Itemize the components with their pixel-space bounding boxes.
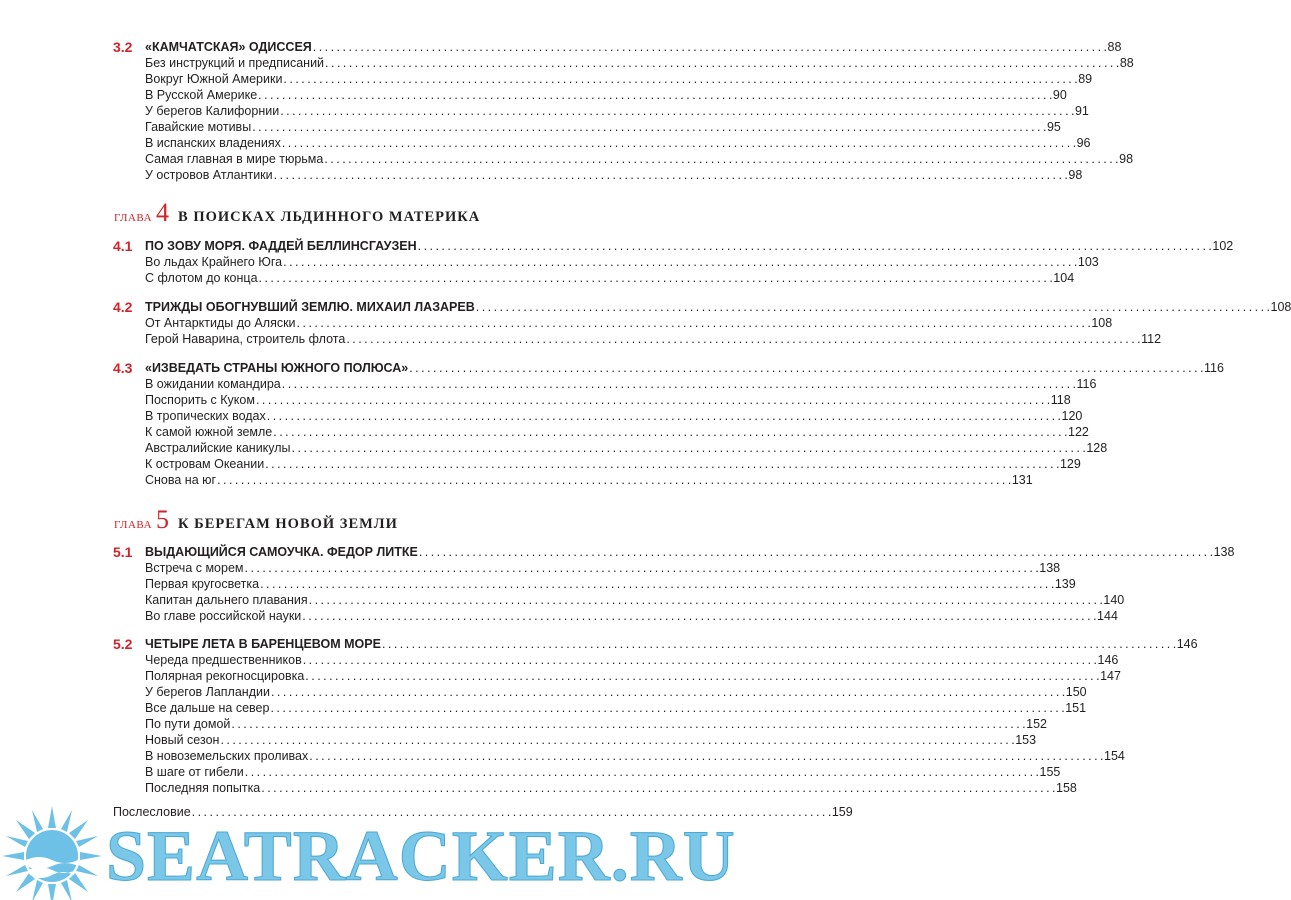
section-number: 4.2 bbox=[113, 299, 133, 315]
section-number: 5.2 bbox=[113, 636, 133, 652]
toc-entry[interactable] bbox=[145, 72, 1093, 87]
page-number: 139 bbox=[1054, 577, 1076, 591]
page-number: 88 bbox=[1119, 56, 1134, 70]
toc-entry[interactable] bbox=[145, 361, 1224, 376]
page-number: 128 bbox=[1086, 441, 1108, 455]
page-number: 116 bbox=[1076, 377, 1097, 391]
entry-title: К островам Океании bbox=[145, 457, 265, 471]
watermark-text: SEATRACKER.RU bbox=[106, 816, 736, 896]
entry-title: Герой Наварина, строитель флота bbox=[145, 332, 346, 346]
section-number: 4.3 bbox=[113, 360, 133, 376]
entry-title: Снова на юг bbox=[145, 473, 217, 487]
page-number: 129 bbox=[1059, 457, 1081, 471]
page-number: 88 bbox=[1107, 40, 1122, 54]
page-number: 153 bbox=[1015, 733, 1037, 747]
page-number: 108 bbox=[1270, 300, 1291, 314]
chapter-number: 5 bbox=[156, 505, 170, 534]
entry-title: К самой южной земле bbox=[145, 425, 273, 439]
entry-title: Гавайские мотивы bbox=[145, 120, 252, 134]
entry-title: От Антарктиды до Аляски bbox=[145, 316, 296, 330]
toc-entry[interactable] bbox=[145, 300, 1291, 315]
entry-title: В тропических водах bbox=[145, 409, 266, 423]
page-number: 146 bbox=[1176, 637, 1198, 651]
toc-entry[interactable] bbox=[145, 473, 1033, 488]
entry-title: По пути домой bbox=[145, 717, 231, 731]
toc-entry[interactable] bbox=[145, 136, 1091, 151]
entry-title: Вокруг Южной Америки bbox=[145, 72, 283, 86]
entry-title: С флотом до конца bbox=[145, 271, 258, 285]
section-title: ЧЕТЫРЕ ЛЕТА В БАРЕНЦЕВОМ МОРЕ bbox=[145, 637, 381, 651]
toc-entry[interactable] bbox=[145, 765, 1061, 780]
page-number: 122 bbox=[1068, 425, 1089, 439]
toc-entry[interactable] bbox=[145, 669, 1121, 684]
chapter-word: ГЛАВА bbox=[114, 212, 153, 224]
toc-entry[interactable] bbox=[145, 168, 1083, 183]
toc-entry[interactable] bbox=[145, 40, 1122, 55]
entry-title: В Русской Америке bbox=[145, 88, 258, 102]
page-number: 138 bbox=[1039, 561, 1061, 575]
page-number: 158 bbox=[1056, 781, 1077, 795]
section-number: 3.2 bbox=[113, 39, 133, 55]
entry-title: Встреча с морем bbox=[145, 561, 244, 575]
section-title: ТРИЖДЫ ОБОГНУВШИЙ ЗЕМЛЮ. МИХАИЛ ЛАЗАРЕВ bbox=[145, 300, 475, 314]
page-number: 140 bbox=[1103, 593, 1125, 607]
entry-title: Послесловие bbox=[113, 805, 191, 819]
section-title: ПО ЗОВУ МОРЯ. ФАДДЕЙ БЕЛЛИНСГАУЗЕН bbox=[145, 239, 417, 253]
page-number: 150 bbox=[1065, 685, 1087, 699]
toc-entry[interactable] bbox=[145, 104, 1089, 119]
toc-entry[interactable] bbox=[145, 577, 1076, 592]
page-number: 154 bbox=[1104, 749, 1125, 763]
toc-entry[interactable] bbox=[145, 593, 1125, 608]
toc-entry[interactable] bbox=[145, 701, 1087, 716]
entry-title: Во главе российской науки bbox=[145, 609, 302, 623]
entry-title: В новоземельских проливах bbox=[145, 749, 309, 763]
entry-title: Череда предшественников bbox=[145, 653, 302, 667]
toc-entry[interactable] bbox=[145, 425, 1089, 440]
page-number: 155 bbox=[1039, 765, 1061, 779]
entry-title: У берегов Лапландии bbox=[145, 685, 270, 699]
toc-entry[interactable] bbox=[145, 733, 1037, 748]
page-number: 89 bbox=[1078, 72, 1093, 86]
entry-title: У берегов Калифорнии bbox=[145, 104, 280, 118]
page-number: 159 bbox=[831, 805, 853, 819]
toc-entry[interactable] bbox=[145, 457, 1081, 472]
section-title: «ИЗВЕДАТЬ СТРАНЫ ЮЖНОГО ПОЛЮСА» bbox=[145, 361, 409, 375]
page-number: 131 bbox=[1011, 473, 1033, 487]
page-number: 116 bbox=[1204, 361, 1224, 375]
toc-entry[interactable] bbox=[145, 441, 1108, 456]
toc-entry[interactable] bbox=[145, 255, 1099, 270]
toc-entry[interactable] bbox=[145, 545, 1235, 560]
toc-entry[interactable] bbox=[145, 609, 1118, 624]
toc-entry[interactable] bbox=[145, 749, 1125, 764]
toc-entry[interactable] bbox=[145, 332, 1162, 347]
entry-title: Последняя попытка bbox=[145, 781, 261, 795]
toc-entry[interactable] bbox=[145, 120, 1061, 135]
toc-entry[interactable] bbox=[145, 88, 1067, 103]
page-number: 96 bbox=[1076, 136, 1091, 150]
entry-title: В ожидании командира bbox=[145, 377, 281, 391]
entry-title: Полярная рекогносцировка bbox=[145, 669, 305, 683]
page-number: 144 bbox=[1097, 609, 1118, 623]
toc-entry[interactable] bbox=[145, 239, 1234, 254]
entry-title: Поспорить с Куком bbox=[145, 393, 255, 407]
toc-entry[interactable] bbox=[145, 56, 1134, 71]
entry-title: Все дальше на север bbox=[145, 701, 270, 715]
toc-entry[interactable] bbox=[145, 637, 1198, 652]
entry-title: В шаге от гибели bbox=[145, 765, 244, 779]
section-title: ВЫДАЮЩИЙСЯ САМОУЧКА. ФЕДОР ЛИТКЕ bbox=[145, 545, 418, 559]
page-number: 98 bbox=[1119, 152, 1134, 166]
chapter-title: К БЕРЕГАМ НОВОЙ ЗЕМЛИ bbox=[178, 516, 398, 532]
chapter-word: ГЛАВА bbox=[114, 519, 153, 531]
page-number: 146 bbox=[1097, 653, 1119, 667]
page-number: 108 bbox=[1091, 316, 1113, 330]
chapter-number: 4 bbox=[156, 198, 170, 227]
section-number: 4.1 bbox=[113, 238, 133, 254]
entry-title: Самая главная в мире тюрьма bbox=[145, 152, 324, 166]
entry-title: Новый сезон bbox=[145, 733, 220, 747]
page-number: 138 bbox=[1213, 545, 1235, 559]
entry-title: Без инструкций и предписаний bbox=[145, 56, 325, 70]
toc-entry[interactable] bbox=[145, 781, 1077, 796]
toc-entry[interactable] bbox=[145, 152, 1134, 167]
page-number: 151 bbox=[1065, 701, 1087, 715]
chapter-4-heading bbox=[114, 200, 480, 226]
page-number: 118 bbox=[1050, 393, 1071, 407]
entry-title: Австралийские каникулы bbox=[145, 441, 291, 455]
toc-entry[interactable] bbox=[145, 271, 1075, 286]
chapter-title: В ПОИСКАХ ЛЬДИННОГО МАТЕРИКА bbox=[178, 209, 481, 225]
toc-entry[interactable] bbox=[145, 717, 1048, 732]
entry-title: Капитан дальнего плавания bbox=[145, 593, 308, 607]
toc-entry[interactable] bbox=[145, 409, 1083, 424]
entry-title: У островов Атлантики bbox=[145, 168, 273, 182]
page-number: 103 bbox=[1077, 255, 1099, 269]
page-number: 102 bbox=[1212, 239, 1234, 253]
page-number: 90 bbox=[1052, 88, 1067, 102]
page-number: 152 bbox=[1026, 717, 1048, 731]
entry-title: Первая кругосветка bbox=[145, 577, 260, 591]
toc-entry[interactable] bbox=[145, 377, 1097, 392]
page-number: 98 bbox=[1068, 168, 1083, 182]
entry-title: Во льдах Крайнего Юга bbox=[145, 255, 283, 269]
section-title: «КАМЧАТСКАЯ» ОДИССЕЯ bbox=[145, 40, 312, 54]
chapter-5-heading bbox=[114, 507, 398, 533]
section-number: 5.1 bbox=[113, 544, 133, 560]
toc-entry[interactable] bbox=[145, 685, 1087, 700]
toc-entry[interactable] bbox=[145, 653, 1119, 668]
page-number: 112 bbox=[1141, 332, 1162, 346]
page-number: 95 bbox=[1046, 120, 1061, 134]
entry-title: В испанских владениях bbox=[145, 136, 281, 150]
toc-entry[interactable] bbox=[145, 561, 1061, 576]
page-number: 91 bbox=[1074, 104, 1089, 118]
page-number: 120 bbox=[1061, 409, 1083, 423]
page-number: 104 bbox=[1053, 271, 1075, 285]
toc-entry[interactable] bbox=[145, 393, 1071, 408]
page-number: 147 bbox=[1100, 669, 1121, 683]
toc-entry[interactable] bbox=[145, 316, 1113, 331]
